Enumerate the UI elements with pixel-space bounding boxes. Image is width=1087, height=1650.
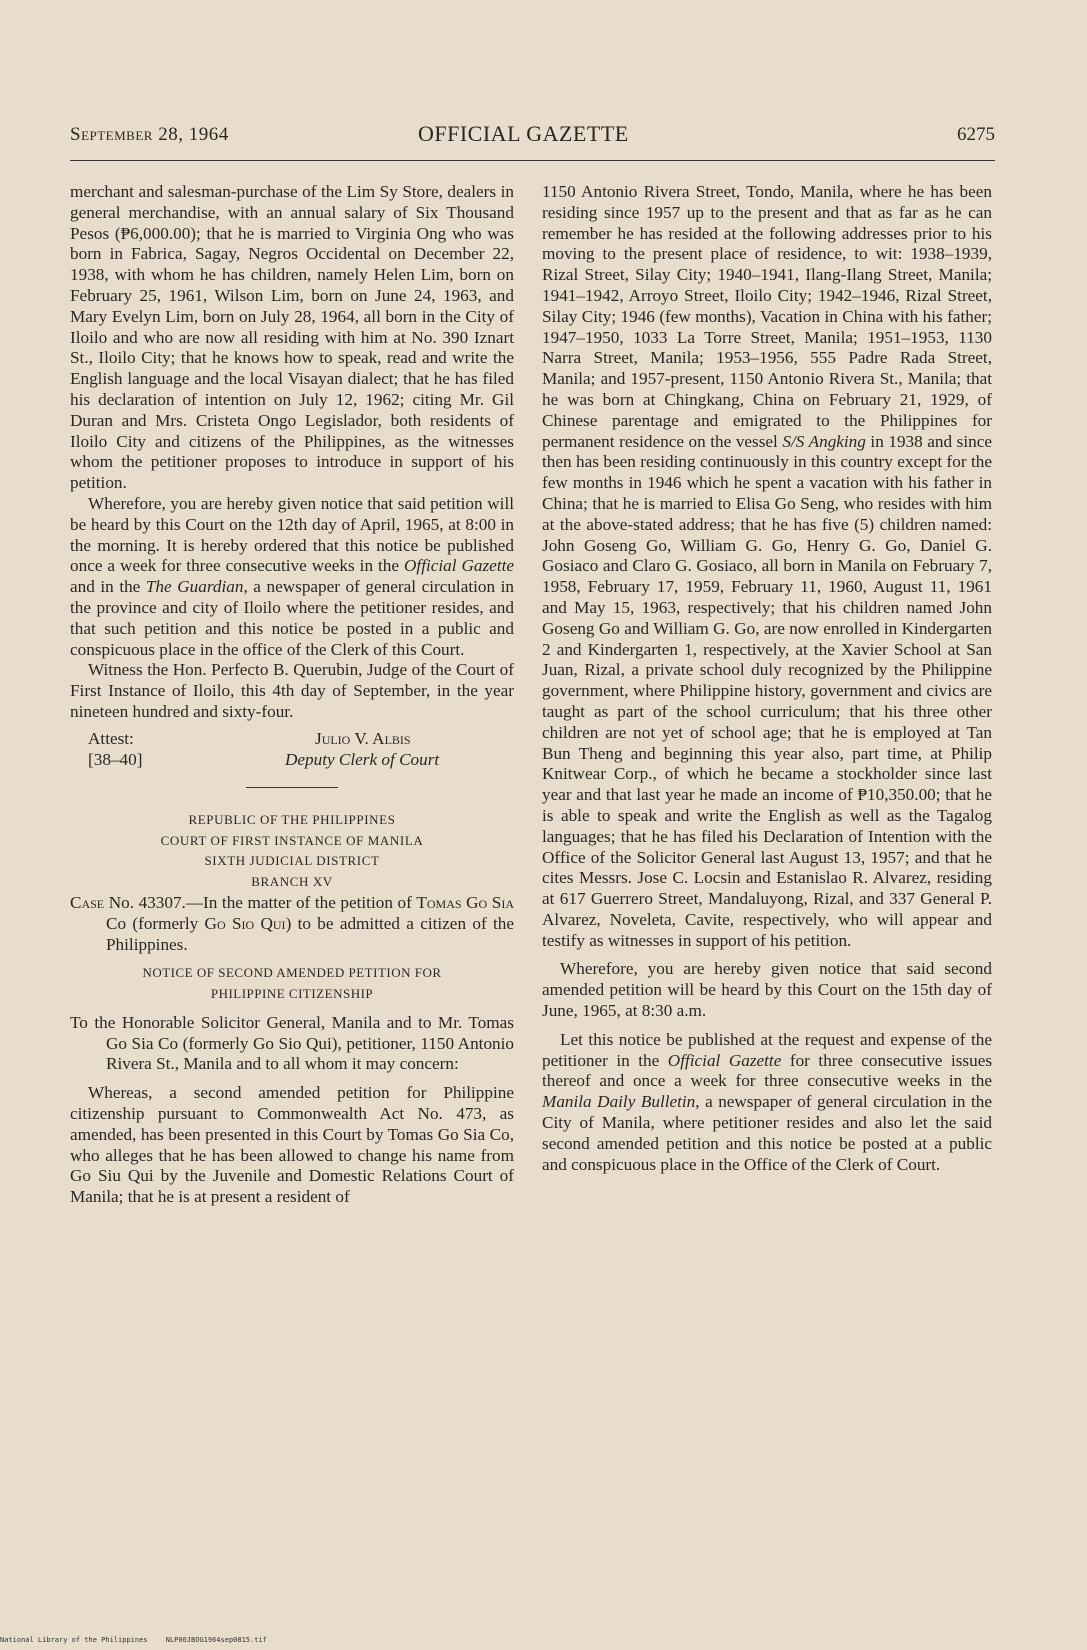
paragraph: Witness the Hon. Perfecto B. Querubin, Judge of the Court of First Instance of Iloilo, this 4th day of September, in the year nineteen hundred and sixty-four. (70, 660, 514, 721)
header-rule (70, 160, 995, 161)
paragraph: Whereas, a second amended petition for Philippine citizenship pursuant to Commonwealth Act No. 473, as amended, has been presented in this Court by Tomas Go Sia Co, who alleges that he has been allowed to change his name from Go Siu Qui by the Juvenile and Domestic Relations Court of Manila; that he is at present a resident of (70, 1083, 514, 1207)
header-title: OFFICIAL GAZETTE (418, 121, 629, 146)
court-heading (70, 810, 514, 893)
court-heading-line: SIXTH JUDICIAL DISTRICT (204, 853, 380, 869)
paragraph: Wherefore, you are hereby given notice that said second amended petition will be heard by this Court on the 15th day of June, 1965, at 8:30 a.m. (542, 959, 992, 1021)
court-heading-line: BRANCH XV (251, 874, 333, 890)
right-column (542, 182, 992, 1175)
notice-title-line: PHILIPPINE CITIZENSHIP (210, 986, 374, 1002)
scan-footer (0, 1636, 500, 1644)
header-date: September 28, 1964 (70, 124, 229, 145)
page-header (70, 121, 995, 154)
notice-title-line: NOTICE OF SECOND AMENDED PETITION FOR (142, 965, 442, 981)
library-credit: National Library of the Philippines (0, 1636, 148, 1644)
section-divider (246, 787, 338, 788)
clerk-name: Julio V. Albis (315, 728, 411, 748)
paragraph: Let this notice be published at the request and expense of the petitioner in the Official Gazette for three consecutive issues thereof and once a week for three consecutive weeks in the Manila Daily Bulletin, a newspaper of general circulation in the City of Manila, where petitioner resides and also let the said second amended petition and this notice be posted at a public and conspicuous place in the Office of the Clerk of Court. (542, 1029, 993, 1174)
court-heading-line: COURT OF FIRST INSTANCE OF MANILA (160, 832, 424, 848)
attest-label: Attest: (88, 728, 134, 748)
attest-number: [38–40] (88, 749, 143, 769)
court-heading-line: REPUBLIC OF THE PHILIPPINES (188, 811, 396, 827)
left-column (70, 182, 514, 1208)
paragraph: 1150 Antonio Rivera Street, Tondo, Manila, where he has been residing since 1957 up to the present and that as far as he can remember he has resided at the following addresses prior to his moving to the present place of residence, to wit: 1938–1939, Rizal Street, Silay City; 1940–1941, Ilang-Ilang Street, Manila; 1941–1942, Arroyo Street, Iloilo City; 1942–1946, Rizal Street, Silay City; 1946 (few months), Vacation in China with his father; 1947–1950, 1033 La Torre Street, Manila; 1951–1953, 1130 Narra Street, Manila; 1953–1956, 555 Padre Rada Street, Manila; and 1957-present, 1150 Antonio Rivera St., Manila; that he was born at Chingkang, China on February 21, 1929, of Chinese parentage and emigrated to the Philippines for permanent residence on the vessel S/S Angking in 1938 and since then has been residing continuously in this country except for the few months in 1946 which he spent a vacation with his father in China; that he is married to Elisa Go Seng, who resides with him at the above-stated address; that he has five (5) children named: John Goseng Go, William G. Go, Henry G. Go, Daniel G. Gosiaco and Claro G. Gosiaco, all born in Manila on February 7, 1958, February 17, 1959, February 11, 1960, August 11, 1961 and May 15, 1963, respectively; that his children named John Goseng Go and William G. Go, are now enrolled in Kindergarten 2 and Kindergarten 1, respectively, at the Xavier School at San Juan, Rizal, a private school duly recognized by the Philippine government, where Philippine history, government and civics are taught as part of the school curriculum; that his three other children are not yet of school age; that he is employed at Tan Bun Theng and beginning this year also, part time, at Philip Knitwear Corp., of which he became a stockholder since last year and that last year he made an income of ₱10,350.00; that he is able to speak and write the English as well as the Tagalog languages; that he has filed his Declaration of Intention with the Office of the Solicitor General last August 13, 1957; and that he cites Messrs. Jose C. Locsin and Estanislao R. Alvarez, residing at 617 Guerrero Street, Mandaluyong, Rizal, and 337 General P. Alvarez, Noveleta, Cavite, respectively, who will appear and testify as witnesses in support of his petition. (542, 182, 992, 950)
paragraph: merchant and salesman-purchase of the Lim Sy Store, dealers in general merchandise, with an annual salary of Six Thousand Pesos (₱6,000.00); that he is married to Virginia Ong who was born in Fabrica, Sagay, Negros Occidental on December 22, 1938, with whom he has children, namely Helen Lim, born on February 25, 1961, Wilson Lim, born on June 24, 1963, and Mary Evelyn Lim, born on July 28, 1964, all born in the City of Iloilo and who are now all residing with him at No. 390 Iznart St., Iloilo City; that he knows how to speak, read and write the English language and the local Visayan dialect; that he has filed his declaration of intention on July 12, 1962; citing Mr. Gil Duran and Mrs. Cristeta Ongo Legislador, both residents of Iloilo City and citizens of the Philippines, as the witnesses whom the petitioner proposes to introduce in support of his petition. (70, 182, 514, 493)
address-block: To the Honorable Solicitor General, Manila and to Mr. Tomas Go Sia Co (formerly Go Sio Qui), petitioner, 1150 Antonio Rivera St., Manila and to all whom it may concern: (70, 1012, 514, 1074)
notice-title (70, 963, 514, 1005)
attestation (70, 729, 514, 773)
paragraph: Wherefore, you are hereby given notice that said petition will be heard by this Court on the 12th day of April, 1965, at 8:00 in the morning. It is hereby ordered that this notice be published once a week for three consecutive weeks in the Official Gazette and in the The Guardian, a newspaper of general circulation in the province and city of Iloilo where the petitioner resides, and that such petition and this notice be posted in a public and conspicuous place in the office of the Clerk of this Court. (70, 493, 514, 659)
file-name: NLP00JBOG1964sep0815.tif (165, 1636, 267, 1644)
clerk-title: Deputy Clerk of Court (285, 749, 440, 769)
page-number: 6275 (957, 124, 995, 145)
case-caption: Case No. 43307.—In the matter of the petition of Tomas Go Sia Co (formerly Go Sio Qui) to be admitted a citizen of the Philippines. (70, 892, 514, 954)
